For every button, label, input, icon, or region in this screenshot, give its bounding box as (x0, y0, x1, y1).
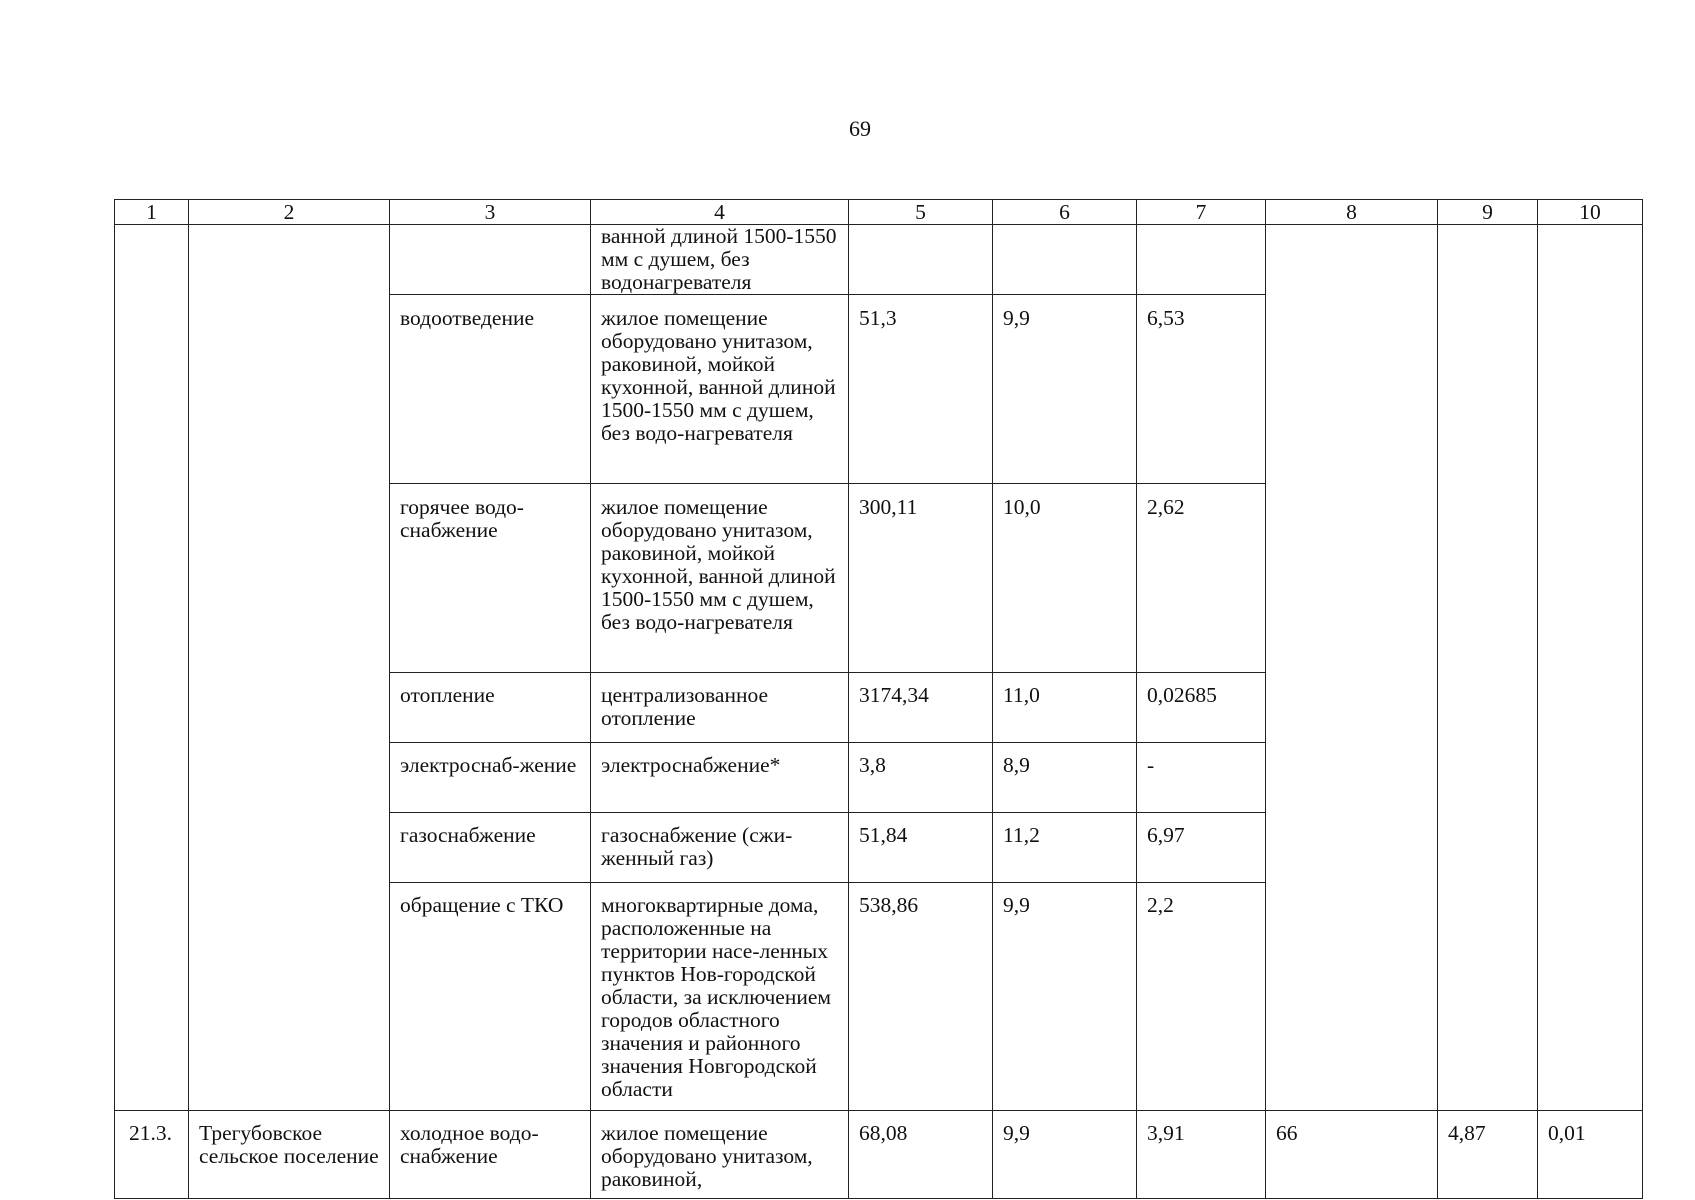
cell-col7: 0,02685 (1137, 673, 1266, 743)
cell-col8-empty (1266, 225, 1438, 1111)
col-header-10: 10 (1538, 200, 1643, 225)
cell-description: многоквартирные дома, расположенные на территории насе-ленных пунктов Нов-городской области, за исключением городов областного значения и районного значения Новгородской области (591, 883, 849, 1111)
cell-col5: 538,86 (849, 883, 993, 1111)
cell-col9: 4,87 (1438, 1111, 1538, 1199)
col-header-1: 1 (115, 200, 189, 225)
cell-index: 21.3. (115, 1111, 189, 1199)
cell-col10-empty (1538, 225, 1643, 1111)
cell-service: обращение с ТКО (390, 883, 591, 1111)
cell-col6: 8,9 (993, 743, 1137, 813)
cell-col7: 3,91 (1137, 1111, 1266, 1199)
cell-col6: 9,9 (993, 295, 1137, 484)
cell-settlement-empty (189, 225, 390, 1111)
cell-col7: 6,97 (1137, 813, 1266, 883)
cell-col8: 66 (1266, 1111, 1438, 1199)
cell-service: горячее водо-снабжение (390, 484, 591, 673)
header-row (115, 200, 1643, 225)
col-header-9: 9 (1438, 200, 1538, 225)
cell-service: водоотведение (390, 295, 591, 484)
cell-description: жилое помещение оборудовано унитазом, раковиной, (591, 1111, 849, 1199)
cell-col9-empty (1438, 225, 1538, 1111)
cell-col5 (849, 225, 993, 295)
cell-service: отопление (390, 673, 591, 743)
cell-col7: 2,2 (1137, 883, 1266, 1111)
cell-col10: 0,01 (1538, 1111, 1643, 1199)
col-header-4: 4 (591, 200, 849, 225)
cell-description: ванной длиной 1500-1550 мм с душем, без водонагревателя (591, 225, 849, 295)
cell-col6: 10,0 (993, 484, 1137, 673)
cell-col6: 11,2 (993, 813, 1137, 883)
cell-description: централизованное отопление (591, 673, 849, 743)
cell-description: жилое помещение оборудовано унитазом, раковиной, мойкой кухонной, ванной длиной 1500-1550 мм с душем, без водо-нагревателя (591, 484, 849, 673)
cell-col5: 51,84 (849, 813, 993, 883)
cell-description: электроснабжение* (591, 743, 849, 813)
cell-col7 (1137, 225, 1266, 295)
cell-col5: 3,8 (849, 743, 993, 813)
cell-col6: 9,9 (993, 1111, 1137, 1199)
cell-col7: - (1137, 743, 1266, 813)
cell-col7: 6,53 (1137, 295, 1266, 484)
cell-col6 (993, 225, 1137, 295)
tariff-table (114, 199, 1643, 1199)
col-header-3: 3 (390, 200, 591, 225)
cell-col5: 3174,34 (849, 673, 993, 743)
col-header-6: 6 (993, 200, 1137, 225)
table-header (115, 200, 1643, 225)
cell-col5: 51,3 (849, 295, 993, 484)
cell-service (390, 225, 591, 295)
cell-col6: 9,9 (993, 883, 1137, 1111)
col-header-5: 5 (849, 200, 993, 225)
col-header-7: 7 (1137, 200, 1266, 225)
cell-description: жилое помещение оборудовано унитазом, раковиной, мойкой кухонной, ванной длиной 1500-1550 мм с душем, без водо-нагревателя (591, 295, 849, 484)
cell-col6: 11,0 (993, 673, 1137, 743)
cell-col5: 68,08 (849, 1111, 993, 1199)
cell-description: газоснабжение (сжи-женный газ) (591, 813, 849, 883)
cell-col5: 300,11 (849, 484, 993, 673)
cell-col7: 2,62 (1137, 484, 1266, 673)
cell-settlement: Трегубовское сельское поселение (189, 1111, 390, 1199)
col-header-2: 2 (189, 200, 390, 225)
cell-service: холодное водо-снабжение (390, 1111, 591, 1199)
col-header-8: 8 (1266, 200, 1438, 225)
table-row (115, 1111, 1643, 1199)
cell-service: газоснабжение (390, 813, 591, 883)
cell-index-empty (115, 225, 189, 1111)
table-row (115, 225, 1643, 295)
page-number: 69 (849, 116, 871, 141)
cell-service: электроснаб-жение (390, 743, 591, 813)
